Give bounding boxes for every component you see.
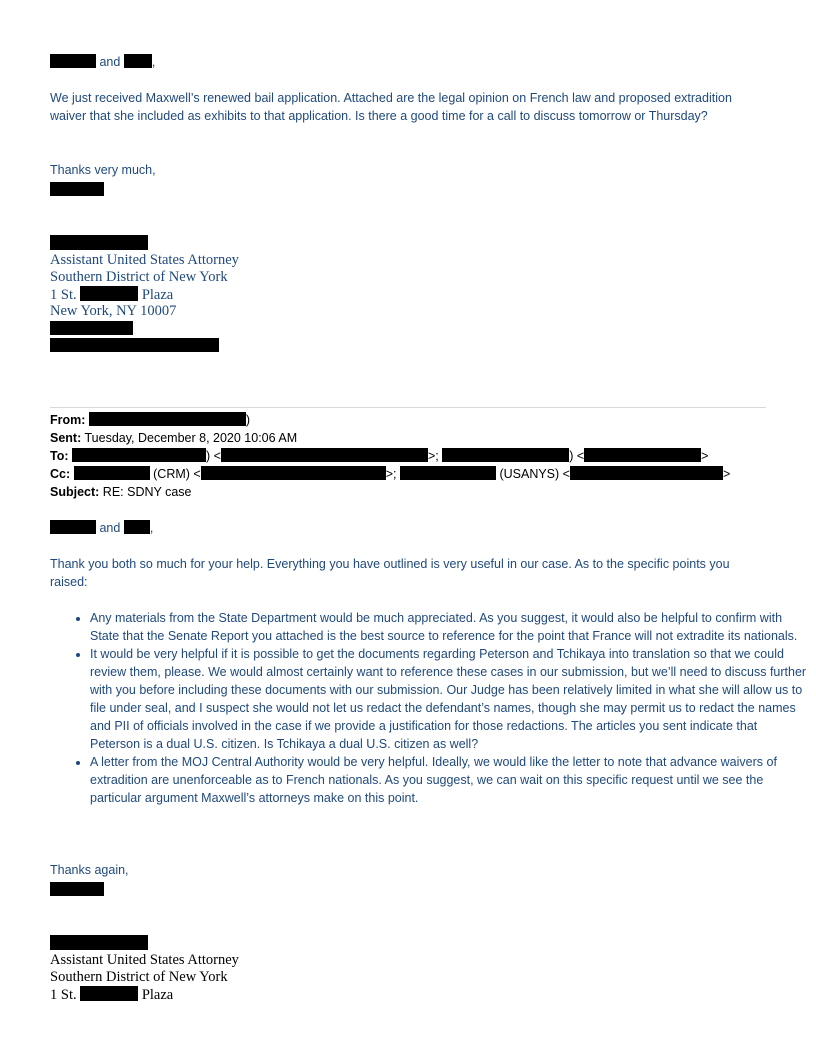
redaction-box — [72, 448, 206, 462]
message-divider — [50, 407, 766, 408]
list-item: • It would be very helpful if it is possible to get the documents regarding Peterson and Tchikaya into translation so that we could review them, please. We would almost certainly want to reference these cases in our submission, but we’ll need to discuss further with you before including these documents with our submission. Our Judge has been relatively limited in what she will allow us to file under seal, and I suspect she would not let us redact the defendant’s names, though she may permit us to redact the names and PII of officials involved in the case if we provide a justification for those redactions. The articles you sent indicate that Peterson is a dual U.S. citizen. Is Tchikaya a dual U.S. citizen as well? — [90, 645, 808, 753]
subject-value: RE: SDNY case — [102, 485, 192, 499]
to-part-1: ) < — [206, 449, 221, 463]
to-part-4: > — [701, 449, 709, 463]
bullet-list — [50, 609, 808, 807]
cc-part-2: >; — [385, 467, 397, 481]
signature-street — [50, 986, 173, 1004]
header-sent — [50, 429, 297, 447]
redaction-box — [221, 448, 428, 462]
redaction-box — [50, 54, 96, 68]
redaction-box — [50, 321, 133, 335]
list-item: • Any materials from the State Department would be much appreciated. As you suggest, it would also be helpful to confirm with State that the Senate Report you attached is the best source to reference for the point that France will not extradite its nationals. — [90, 609, 808, 645]
to-label: To: — [50, 449, 69, 463]
redaction-box — [124, 54, 152, 68]
signature-street — [50, 286, 173, 304]
street-prefix: 1 St. — [50, 287, 77, 303]
greeting-comma: , — [151, 55, 156, 69]
redaction-box — [50, 338, 219, 352]
redaction-box — [74, 466, 150, 480]
sent-value: Tuesday, December 8, 2020 10:06 AM — [84, 431, 298, 445]
header-from — [50, 411, 250, 429]
redaction-box — [50, 182, 104, 196]
from-label: From: — [50, 413, 86, 427]
to-part-3: ) < — [569, 449, 585, 463]
header-cc — [50, 465, 730, 483]
cc-part-1: (CRM) < — [153, 467, 201, 481]
street-suffix: Plaza — [141, 287, 174, 303]
redaction-box — [50, 935, 148, 950]
to-part-2: >; — [427, 449, 439, 463]
redaction-box — [80, 286, 138, 301]
header-subject — [50, 483, 192, 501]
signature-title: Assistant United States Attorney — [50, 952, 239, 968]
subject-label: Subject: — [50, 485, 100, 499]
cc-part-3: (USANYS) < — [499, 467, 570, 481]
second-message-intro: Thank you both so much for your help. Everything you have outlined is very useful in our case. As to the specific points you raised: — [50, 557, 730, 589]
greeting-comma: , — [149, 521, 154, 535]
signature-office: Southern District of New York — [50, 969, 228, 985]
signature-title: Assistant United States Attorney — [50, 252, 239, 268]
greeting-line-2 — [50, 519, 153, 537]
cc-part-4: > — [722, 467, 731, 481]
first-message-closing: Thanks very much, — [50, 163, 156, 177]
greeting-line-1 — [50, 53, 155, 71]
redaction-box — [400, 466, 496, 480]
second-message-closing: Thanks again, — [50, 863, 129, 877]
signature-office: Southern District of New York — [50, 269, 228, 285]
header-to — [50, 447, 708, 465]
redaction-box — [50, 882, 104, 896]
sent-label: Sent: — [50, 431, 82, 445]
greeting-and: and — [99, 55, 121, 69]
street-prefix: 1 St. — [50, 987, 77, 1003]
first-message-body: We just received Maxwell’s renewed bail application. Attached are the legal opinion on French law and proposed extradition waiver that she included as exhibits to that application. Is there a good time for a call to discuss tomorrow or Thursday? — [50, 91, 732, 123]
redaction-box — [50, 520, 96, 534]
redaction-box — [80, 986, 138, 1001]
redaction-box — [89, 412, 246, 426]
redaction-box — [124, 520, 150, 534]
redaction-box — [570, 466, 723, 480]
greeting-and: and — [99, 521, 121, 535]
street-suffix: Plaza — [141, 987, 174, 1003]
redaction-box — [584, 448, 701, 462]
cc-label: Cc: — [50, 467, 71, 481]
list-item: • A letter from the MOJ Central Authority would be very helpful. Ideally, we would like the letter to note that advance waivers of extradition are unenforceable as to French nationals. As you suggest, we can wait on this specific request until we see the particular argument Maxwell’s attorneys make on this point. — [90, 753, 808, 807]
redaction-box — [442, 448, 569, 462]
redaction-box — [201, 466, 386, 480]
from-suffix: ) — [245, 413, 251, 427]
signature-city: New York, NY 10007 — [50, 303, 177, 319]
redaction-box — [50, 235, 148, 250]
